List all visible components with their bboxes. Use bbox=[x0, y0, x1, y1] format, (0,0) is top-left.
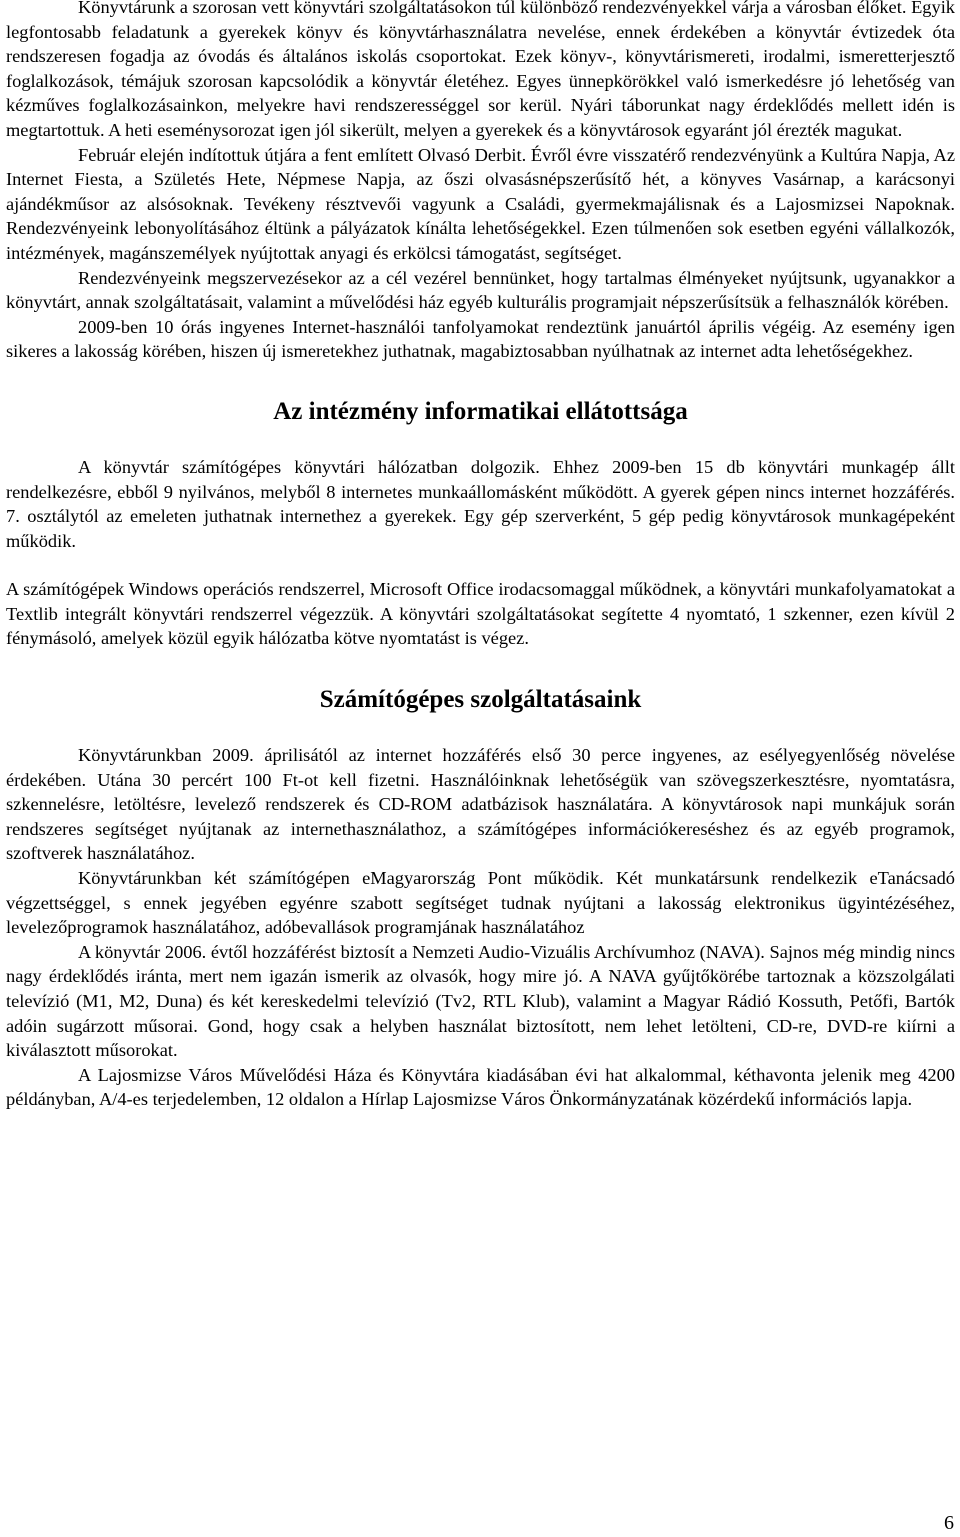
page-number: 6 bbox=[944, 1512, 954, 1534]
paragraph-internet-access: Könyvtárunkban 2009. áprilisától az internet hozzáférés első 30 perce ingyenes, az esélyegyenlőség növelése érdekében. Utána 30 percért 100 Ft-ot kell fizetni. Használóinknak lehetőségük van szövegszerkesztésre, nyomtatásra, szkennelésre, letöltésre, levelező rendszerek és CD-ROM adatbázisok használatára. A könyvtárosok napi munkájuk során rendszeres segítséget nyújtanak az internethasználathoz, a számítógépes információkereséshez és az egyéb programok, szoftverek használatához. bbox=[6, 745, 955, 864]
paragraph-emagyarorszag: Könyvtárunkban két számítógépen eMagyarország Pont működik. Két munkatársunk rendelkezik eTanácsadó végzettséggel, s ennek jegyében egyénre szabott segítséget tudnak nyújtani a lakosság elektronikus ügyintézéséhez, levelezőprogramok használatához, adóbevallások programjának használatához bbox=[6, 868, 955, 938]
paragraph-network: A könyvtár számítógépes könyvtári hálózatban dolgozik. Ehhez 2009-ben 15 db könyvtári munkagép állt rendelkezésre, ebből 9 nyilvános, melyből 8 internetes munkaállomásként működött. A gyerek gépen nincs internet hozzáférés. 7. osztálytól az emeleten juthatnak internethez a gyerekek. Egy gép szerverként, 5 gép pedig könyvtárosok munkagépeként működik. bbox=[6, 456, 955, 551]
section-title-computer-services: Számítógépes szolgáltatásaink bbox=[319, 686, 642, 714]
paragraph-events-list: Február elején indítottuk útjára a fent említett Olvasó Derbit. Évről évre visszatérő rendezvényünk a Kultúra Napja, Az Internet Fiesta, a Születés Hete, Népmese Napja, az őszi olvasásnépszerűsítő hét, a könyves Vasárnap, a karácsonyi ajándékműsor az alsósoknak. Tevékeny résztvevői vagyunk a Családi, gyermekmajálisnak és a Lajosmizsei Napoknak. Rendezvényeink lebonyolításához éltünk a pályázatok kínálta lehetőségekkel. Ezen túlmenően sok esetben egyéni vállalkozók, intézmények, magánszemélyek nyújtottak anyagi és erkölcsi támogatást, segítséget. bbox=[6, 144, 955, 263]
section-title-it-equipment: Az intézmény informatikai ellátottsága bbox=[273, 397, 688, 425]
paragraph-software: A számítógépek Windows operációs rendszerrel, Microsoft Office irodacsomaggal működnek, a könyvtári munkafolyamatokat a Textlib integrált könyvtári rendszerrel végezzük. A könyvtári szolgáltatásokat segítette 4 nyomtató, 1 szkenner, ezen kívül 2 fénymásoló, amelyek közül egyik hálózatba kötve nyomtatást is végez. bbox=[6, 579, 955, 649]
document-page bbox=[6, 0, 955, 1112]
paragraph-internet-courses: 2009-ben 10 órás ingyenes Internet-használói tanfolyamokat rendeztünk januártól április végéig. Az esemény igen sikeres a lakosság körében, hiszen új ismeretekhez juthatnak, magabiztosabban nyúlhatnak az internet adta lehetőségekhez. bbox=[6, 316, 955, 362]
paragraph-hirlap: A Lajosmizse Város Művelődési Háza és Könyvtára kiadásában évi hat alkalommal, kéthavonta jelenik meg 4200 példányban, A/4-es terjedelemben, 12 oldalon a Hírlap Lajosmizse Város Önkormányzatának közérdekű információs lapja. bbox=[6, 1064, 955, 1110]
paragraph-events-intro: Könyvtárunk a szorosan vett könyvtári szolgáltatásokon túl különböző rendezvényekkel várja a városban élőket. Egyik legfontosabb feladatunk a gyerekek könyv és könyvtárhasználatra nevelése, ennek érdekében a könyvtár évtizedek óta rendszeresen fogadja az óvodás és általános iskolás csoportokat. Ezek könyv-, könyvtárismereti, irodalmi, ismeretterjesztő foglalkozások, témájuk szorosan kapcsolódik a könyvtár életéhez. Egyes ünnepkörökkel való ismerkedésre jó lehetőség van kézműves foglalkozásainkon, melyekre havi rendszerességgel sor kerül. Nyári táborunkat nagy érdeklődés mellett idén is megtartottuk. A heti eseménysorozat igen jól sikerült, melyen a gyerekek és a könyvtárosok egyaránt jól érezték magukat. bbox=[6, 0, 955, 140]
paragraph-nava: A könyvtár 2006. évtől hozzáférést biztosít a Nemzeti Audio-Vizuális Archívumhoz (NAVA). Sajnos még mindig nincs nagy érdeklődés iránta, mert nem igazán ismerik az olvasók, hogy mire jó. A NAVA gyűjtőkörébe tartoznak a közszolgálati televízió (M1, M2, Duna) és két kereskedelmi televízió (Tv2, RTL Klub), valamint a Magyar Rádió Kossuth, Petőfi, Bartók adóin sugárzott műsorai. Gond, hogy csak a helyben használat biztosított, nem lehet letölteni, CD-re, DVD-re kiírni a kiválasztott műsorokat. bbox=[6, 941, 955, 1061]
paragraph-events-goal: Rendezvényeink megszervezésekor az a cél vezérel bennünket, hogy tartalmas élményeket nyújtsunk, ugyanakkor a könyvtárt, annak szolgáltatásait, valamint a művelődési ház egyéb kulturális programjait népszerűsítsük a felhasználók körében. bbox=[6, 267, 955, 313]
